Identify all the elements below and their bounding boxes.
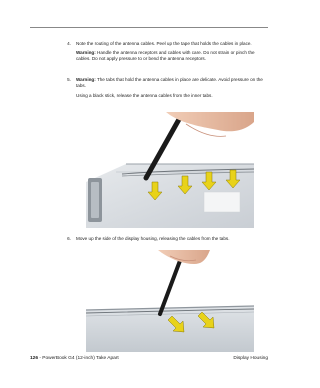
step-6 — [62, 236, 268, 246]
warning-paragraph — [76, 50, 268, 63]
book-title: - PowerBook G4 (12-inch) Take Apart — [39, 356, 119, 361]
header-rule — [30, 27, 268, 28]
warning-label: Warning: — [76, 49, 96, 55]
photo-release-antenna-cables — [86, 112, 254, 228]
photo-release-cables-from-tabs — [86, 250, 254, 352]
step-text: Move up the side of the display housing, releasing the cables from the tabs. — [76, 236, 230, 241]
section-name: Display Housing — [233, 356, 268, 361]
step-number: 5. — [67, 77, 71, 82]
housing-side-illustration — [86, 250, 254, 352]
warning-label: Warning: — [76, 77, 96, 82]
tape-area — [204, 192, 240, 212]
housing-illustration — [86, 112, 254, 228]
warning-text: The tabs that hold the antenna cables in place are delicate. Avoid pressure on the tabs. — [76, 77, 263, 89]
step-4 — [62, 41, 268, 77]
step-5 — [62, 77, 268, 107]
step-text: Using a black stick, release the antenna cables from the inner tabs. — [76, 92, 213, 98]
step-number: 6. — [67, 236, 71, 241]
step-text: Note the routing of the antenna cables. Peel up the tape that holds the cables in place. — [76, 41, 252, 46]
page-number: 126 — [30, 356, 39, 361]
step-number: 4. — [67, 41, 71, 46]
warning-paragraph — [76, 77, 268, 90]
warning-text: Handle the antenna receptors and cables with care. Do not strain or pinch the cables. Do not apply pressure to or bend the antenna receptors. — [76, 49, 255, 61]
footer-left — [30, 356, 119, 362]
